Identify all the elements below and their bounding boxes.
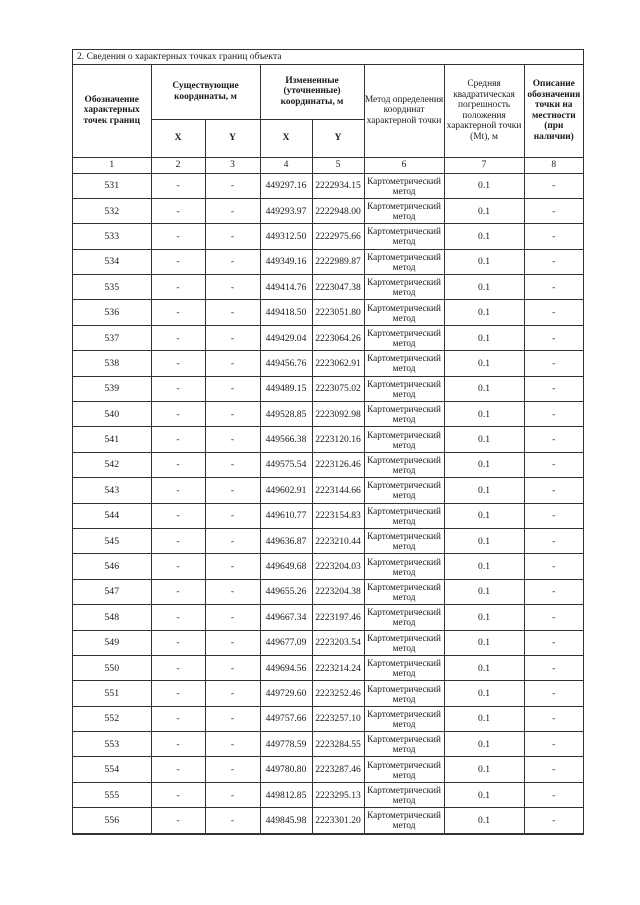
- point-id-cell: 531: [73, 173, 151, 198]
- existing-y-cell: -: [205, 579, 260, 604]
- column-number: 1: [73, 157, 151, 173]
- header-changed-coordinates: Измененные (уточненные) координаты, м: [260, 65, 364, 119]
- existing-x-cell: -: [151, 655, 205, 680]
- method-cell: Картометрический метод: [364, 732, 444, 757]
- point-description-cell: -: [524, 503, 583, 528]
- mean-square-error-cell: 0.1: [444, 579, 524, 604]
- existing-x-cell: -: [151, 681, 205, 706]
- changed-x-cell: 449757.66: [260, 706, 312, 731]
- changed-y-cell: 2223047.38: [312, 275, 364, 300]
- point-description-cell: -: [524, 275, 583, 300]
- method-cell: Картометрический метод: [364, 478, 444, 503]
- point-description-cell: -: [524, 630, 583, 655]
- existing-x-cell: -: [151, 757, 205, 782]
- changed-y-cell: 2223287.46: [312, 757, 364, 782]
- point-id-cell: 552: [73, 706, 151, 731]
- method-cell: Картометрический метод: [364, 402, 444, 427]
- changed-y-cell: 2223120.16: [312, 427, 364, 452]
- existing-y-cell: -: [205, 402, 260, 427]
- table-row: [73, 757, 583, 782]
- point-id-cell: 537: [73, 325, 151, 350]
- point-id-cell: 551: [73, 681, 151, 706]
- changed-x-cell: 449414.76: [260, 275, 312, 300]
- changed-y-cell: 2222989.87: [312, 249, 364, 274]
- existing-y-cell: -: [205, 782, 260, 807]
- table-row: [73, 198, 583, 223]
- method-cell: Картометрический метод: [364, 655, 444, 680]
- changed-y-cell: 2223197.46: [312, 605, 364, 630]
- existing-y-cell: -: [205, 808, 260, 833]
- table-row: [73, 427, 583, 452]
- table-row: [73, 173, 583, 198]
- changed-x-cell: 449528.85: [260, 402, 312, 427]
- table-row: [73, 224, 583, 249]
- point-id-cell: 533: [73, 224, 151, 249]
- existing-y-cell: -: [205, 173, 260, 198]
- table-row: [73, 782, 583, 807]
- method-cell: Картометрический метод: [364, 503, 444, 528]
- existing-x-cell: -: [151, 478, 205, 503]
- changed-y-cell: 2223301.20: [312, 808, 364, 833]
- mean-square-error-cell: 0.1: [444, 757, 524, 782]
- mean-square-error-cell: 0.1: [444, 351, 524, 376]
- table-row: [73, 300, 583, 325]
- table-row: [73, 579, 583, 604]
- changed-y-cell: 2223295.13: [312, 782, 364, 807]
- mean-square-error-cell: 0.1: [444, 478, 524, 503]
- method-cell: Картометрический метод: [364, 452, 444, 477]
- point-description-cell: -: [524, 782, 583, 807]
- existing-y-cell: -: [205, 275, 260, 300]
- table-row: [73, 681, 583, 706]
- existing-x-cell: -: [151, 427, 205, 452]
- method-cell: Картометрический метод: [364, 198, 444, 223]
- existing-x-cell: -: [151, 198, 205, 223]
- table-row: [73, 249, 583, 274]
- changed-x-cell: 449778.59: [260, 732, 312, 757]
- mean-square-error-cell: 0.1: [444, 706, 524, 731]
- point-id-cell: 540: [73, 402, 151, 427]
- point-id-cell: 554: [73, 757, 151, 782]
- point-id-cell: 536: [73, 300, 151, 325]
- point-description-cell: -: [524, 478, 583, 503]
- method-cell: Картометрический метод: [364, 376, 444, 401]
- changed-y-cell: 2223092.98: [312, 402, 364, 427]
- point-id-cell: 550: [73, 655, 151, 680]
- changed-x-cell: 449575.54: [260, 452, 312, 477]
- method-cell: Картометрический метод: [364, 630, 444, 655]
- mean-square-error-cell: 0.1: [444, 198, 524, 223]
- existing-x-cell: -: [151, 325, 205, 350]
- changed-x-cell: 449349.16: [260, 249, 312, 274]
- point-id-cell: 539: [73, 376, 151, 401]
- changed-x-cell: 449566.38: [260, 427, 312, 452]
- header-changed-x: X: [260, 119, 312, 157]
- table-row: [73, 706, 583, 731]
- existing-y-cell: -: [205, 198, 260, 223]
- method-cell: Картометрический метод: [364, 528, 444, 553]
- point-description-cell: -: [524, 376, 583, 401]
- method-cell: Картометрический метод: [364, 681, 444, 706]
- point-description-cell: -: [524, 224, 583, 249]
- changed-x-cell: 449312.50: [260, 224, 312, 249]
- method-cell: Картометрический метод: [364, 325, 444, 350]
- existing-x-cell: -: [151, 275, 205, 300]
- method-cell: Картометрический метод: [364, 605, 444, 630]
- mean-square-error-cell: 0.1: [444, 605, 524, 630]
- changed-y-cell: 2222934.15: [312, 173, 364, 198]
- mean-square-error-cell: 0.1: [444, 376, 524, 401]
- mean-square-error-cell: 0.1: [444, 173, 524, 198]
- existing-y-cell: -: [205, 630, 260, 655]
- existing-x-cell: -: [151, 173, 205, 198]
- mean-square-error-cell: 0.1: [444, 630, 524, 655]
- existing-y-cell: -: [205, 554, 260, 579]
- changed-x-cell: 449429.04: [260, 325, 312, 350]
- mean-square-error-cell: 0.1: [444, 528, 524, 553]
- changed-y-cell: 2223064.26: [312, 325, 364, 350]
- changed-x-cell: 449655.26: [260, 579, 312, 604]
- existing-x-cell: -: [151, 402, 205, 427]
- existing-y-cell: -: [205, 376, 260, 401]
- existing-x-cell: -: [151, 782, 205, 807]
- table-row: [73, 655, 583, 680]
- existing-x-cell: -: [151, 706, 205, 731]
- point-id-cell: 535: [73, 275, 151, 300]
- point-id-cell: 545: [73, 528, 151, 553]
- changed-y-cell: 2223203.54: [312, 630, 364, 655]
- changed-x-cell: 449780.80: [260, 757, 312, 782]
- point-description-cell: -: [524, 706, 583, 731]
- mean-square-error-cell: 0.1: [444, 732, 524, 757]
- changed-y-cell: 2222948.00: [312, 198, 364, 223]
- changed-x-cell: 449649.68: [260, 554, 312, 579]
- point-id-cell: 534: [73, 249, 151, 274]
- changed-y-cell: 2223214.24: [312, 655, 364, 680]
- existing-y-cell: -: [205, 757, 260, 782]
- existing-x-cell: -: [151, 224, 205, 249]
- table-row: [73, 452, 583, 477]
- mean-square-error-cell: 0.1: [444, 300, 524, 325]
- point-id-cell: 556: [73, 808, 151, 833]
- existing-x-cell: -: [151, 376, 205, 401]
- mean-square-error-cell: 0.1: [444, 224, 524, 249]
- method-cell: Картометрический метод: [364, 706, 444, 731]
- changed-x-cell: 449636.87: [260, 528, 312, 553]
- header-description: Описание обозначения точки на местности (при наличии): [524, 65, 583, 157]
- changed-x-cell: 449418.50: [260, 300, 312, 325]
- method-cell: Картометрический метод: [364, 808, 444, 833]
- changed-x-cell: 449293.97: [260, 198, 312, 223]
- mean-square-error-cell: 0.1: [444, 655, 524, 680]
- existing-x-cell: -: [151, 605, 205, 630]
- point-id-cell: 544: [73, 503, 151, 528]
- method-cell: Картометрический метод: [364, 224, 444, 249]
- method-cell: Картометрический метод: [364, 579, 444, 604]
- mean-square-error-cell: 0.1: [444, 402, 524, 427]
- changed-y-cell: 2223252.46: [312, 681, 364, 706]
- existing-y-cell: -: [205, 732, 260, 757]
- existing-x-cell: -: [151, 249, 205, 274]
- header-existing-coordinates: Существующие координаты, м: [151, 65, 260, 119]
- point-description-cell: -: [524, 402, 583, 427]
- existing-x-cell: -: [151, 808, 205, 833]
- method-cell: Картометрический метод: [364, 249, 444, 274]
- changed-y-cell: 2223062.91: [312, 351, 364, 376]
- method-cell: Картометрический метод: [364, 351, 444, 376]
- existing-x-cell: -: [151, 300, 205, 325]
- point-description-cell: -: [524, 249, 583, 274]
- mean-square-error-cell: 0.1: [444, 249, 524, 274]
- changed-x-cell: 449845.98: [260, 808, 312, 833]
- column-number: 6: [364, 157, 444, 173]
- changed-x-cell: 449694.56: [260, 655, 312, 680]
- column-number: 4: [260, 157, 312, 173]
- header-existing-y: Y: [205, 119, 260, 157]
- existing-x-cell: -: [151, 630, 205, 655]
- existing-y-cell: -: [205, 325, 260, 350]
- table-row: [73, 528, 583, 553]
- changed-x-cell: 449812.85: [260, 782, 312, 807]
- changed-y-cell: 2223204.03: [312, 554, 364, 579]
- point-id-cell: 543: [73, 478, 151, 503]
- table-body: [73, 173, 583, 833]
- table-row: [73, 478, 583, 503]
- existing-x-cell: -: [151, 732, 205, 757]
- point-description-cell: -: [524, 605, 583, 630]
- mean-square-error-cell: 0.1: [444, 452, 524, 477]
- method-cell: Картометрический метод: [364, 554, 444, 579]
- point-id-cell: 548: [73, 605, 151, 630]
- changed-y-cell: 2223126.46: [312, 452, 364, 477]
- mean-square-error-cell: 0.1: [444, 503, 524, 528]
- changed-x-cell: 449297.16: [260, 173, 312, 198]
- changed-y-cell: 2222975.66: [312, 224, 364, 249]
- changed-y-cell: 2223051.80: [312, 300, 364, 325]
- existing-y-cell: -: [205, 249, 260, 274]
- table-header: [73, 65, 583, 173]
- existing-x-cell: -: [151, 351, 205, 376]
- point-description-cell: -: [524, 452, 583, 477]
- changed-y-cell: 2223210.44: [312, 528, 364, 553]
- changed-x-cell: 449602.91: [260, 478, 312, 503]
- column-number: 2: [151, 157, 205, 173]
- changed-y-cell: 2223204.38: [312, 579, 364, 604]
- point-id-cell: 532: [73, 198, 151, 223]
- point-id-cell: 546: [73, 554, 151, 579]
- table-row: [73, 732, 583, 757]
- point-description-cell: -: [524, 325, 583, 350]
- point-description-cell: -: [524, 173, 583, 198]
- table-row: [73, 376, 583, 401]
- point-description-cell: -: [524, 300, 583, 325]
- section-title: 2. Сведения о характерных точках границ объекта: [73, 50, 583, 65]
- changed-x-cell: 449456.76: [260, 351, 312, 376]
- header-existing-x: X: [151, 119, 205, 157]
- existing-y-cell: -: [205, 427, 260, 452]
- existing-y-cell: -: [205, 351, 260, 376]
- changed-y-cell: 2223075.02: [312, 376, 364, 401]
- column-number: 3: [205, 157, 260, 173]
- boundary-points-sheet: [72, 49, 584, 835]
- existing-y-cell: -: [205, 655, 260, 680]
- changed-x-cell: 449610.77: [260, 503, 312, 528]
- existing-y-cell: -: [205, 300, 260, 325]
- point-description-cell: -: [524, 681, 583, 706]
- column-number-row: [73, 157, 583, 173]
- column-number: 8: [524, 157, 583, 173]
- mean-square-error-cell: 0.1: [444, 681, 524, 706]
- header-designation: Обозначение характерных точек границ: [73, 65, 151, 157]
- point-id-cell: 542: [73, 452, 151, 477]
- point-description-cell: -: [524, 554, 583, 579]
- existing-x-cell: -: [151, 452, 205, 477]
- method-cell: Картометрический метод: [364, 275, 444, 300]
- changed-x-cell: 449677.09: [260, 630, 312, 655]
- point-id-cell: 547: [73, 579, 151, 604]
- point-description-cell: -: [524, 579, 583, 604]
- existing-y-cell: -: [205, 605, 260, 630]
- mean-square-error-cell: 0.1: [444, 808, 524, 833]
- header-changed-y: Y: [312, 119, 364, 157]
- method-cell: Картометрический метод: [364, 427, 444, 452]
- table-row: [73, 503, 583, 528]
- point-id-cell: 555: [73, 782, 151, 807]
- changed-y-cell: 2223284.55: [312, 732, 364, 757]
- column-number: 5: [312, 157, 364, 173]
- existing-x-cell: -: [151, 579, 205, 604]
- existing-y-cell: -: [205, 681, 260, 706]
- mean-square-error-cell: 0.1: [444, 325, 524, 350]
- point-id-cell: 553: [73, 732, 151, 757]
- point-id-cell: 541: [73, 427, 151, 452]
- table-row: [73, 275, 583, 300]
- point-description-cell: -: [524, 732, 583, 757]
- table-row: [73, 630, 583, 655]
- table-row: [73, 605, 583, 630]
- existing-x-cell: -: [151, 503, 205, 528]
- method-cell: Картометрический метод: [364, 173, 444, 198]
- changed-y-cell: 2223154.83: [312, 503, 364, 528]
- point-id-cell: 549: [73, 630, 151, 655]
- point-description-cell: -: [524, 427, 583, 452]
- existing-y-cell: -: [205, 452, 260, 477]
- existing-y-cell: -: [205, 478, 260, 503]
- point-description-cell: -: [524, 198, 583, 223]
- existing-x-cell: -: [151, 554, 205, 579]
- existing-x-cell: -: [151, 528, 205, 553]
- method-cell: Картометрический метод: [364, 757, 444, 782]
- table-row: [73, 808, 583, 833]
- changed-x-cell: 449729.60: [260, 681, 312, 706]
- point-description-cell: -: [524, 655, 583, 680]
- header-method: Метод определения координат характерной точки: [364, 65, 444, 157]
- method-cell: Картометрический метод: [364, 782, 444, 807]
- mean-square-error-cell: 0.1: [444, 427, 524, 452]
- table-row: [73, 402, 583, 427]
- table-row: [73, 351, 583, 376]
- existing-y-cell: -: [205, 528, 260, 553]
- mean-square-error-cell: 0.1: [444, 782, 524, 807]
- changed-y-cell: 2223144.66: [312, 478, 364, 503]
- method-cell: Картометрический метод: [364, 300, 444, 325]
- point-description-cell: -: [524, 757, 583, 782]
- table-row: [73, 325, 583, 350]
- mean-square-error-cell: 0.1: [444, 275, 524, 300]
- changed-x-cell: 449667.34: [260, 605, 312, 630]
- changed-y-cell: 2223257.10: [312, 706, 364, 731]
- point-description-cell: -: [524, 351, 583, 376]
- column-number: 7: [444, 157, 524, 173]
- mean-square-error-cell: 0.1: [444, 554, 524, 579]
- point-description-cell: -: [524, 808, 583, 833]
- header-error: Средняя квадратическая погрешность положения характерной точки (Mt), м: [444, 65, 524, 157]
- table-row: [73, 554, 583, 579]
- point-id-cell: 538: [73, 351, 151, 376]
- existing-y-cell: -: [205, 706, 260, 731]
- changed-x-cell: 449489.15: [260, 376, 312, 401]
- boundary-points-table: [73, 65, 583, 834]
- existing-y-cell: -: [205, 503, 260, 528]
- existing-y-cell: -: [205, 224, 260, 249]
- point-description-cell: -: [524, 528, 583, 553]
